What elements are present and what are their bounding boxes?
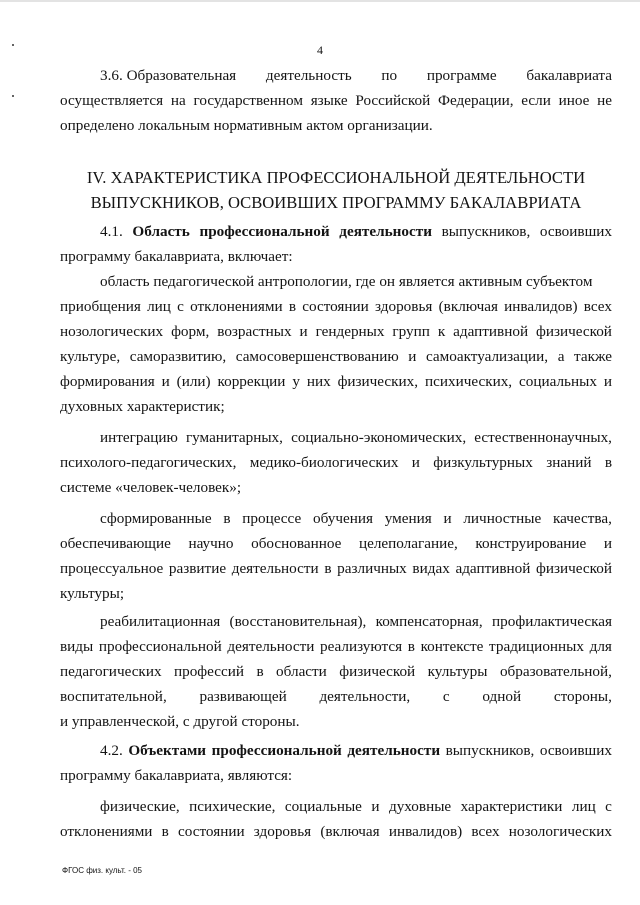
word: а [557, 348, 565, 365]
word: Российской [355, 92, 431, 109]
word: развитие [168, 560, 227, 577]
word: и [371, 798, 380, 815]
word: видах [412, 560, 450, 577]
word: профессиональной [211, 742, 342, 759]
text-line [100, 222, 612, 242]
word: научно [188, 535, 234, 552]
word: по [381, 67, 398, 84]
word: медико-биологических [249, 454, 399, 471]
word: них [306, 373, 331, 390]
text-line [100, 612, 612, 632]
word: компенсаторная, [375, 613, 483, 630]
word: языке [310, 92, 348, 109]
text-line: культуры; [60, 585, 125, 602]
word: состоянии [178, 823, 245, 840]
text-line: духовных характеристик; [60, 398, 225, 415]
word: стороны, [553, 688, 612, 705]
word: в [288, 298, 296, 315]
word: освоивших [539, 742, 612, 759]
word: не [597, 92, 612, 109]
word: деятельности [231, 560, 319, 577]
word: у [292, 373, 300, 390]
text-line [60, 372, 612, 392]
word: физических, [337, 373, 419, 390]
scan-edge [0, 0, 640, 2]
word: 4.1. [100, 223, 123, 240]
word: профессиональной [199, 223, 330, 240]
word: 3.6. Образовательная [100, 67, 237, 84]
text-line [60, 534, 612, 554]
word: лиц [571, 798, 596, 815]
word: физической [339, 663, 416, 680]
word: в [604, 454, 612, 471]
text-line [100, 741, 612, 761]
word: нозологических [508, 823, 612, 840]
word: физической [536, 560, 612, 577]
word: (включая [438, 298, 498, 315]
word: физической [536, 323, 612, 340]
word: иное [558, 92, 590, 109]
section-heading: ВЫПУСКНИКОВ, ОСВОИВШИХ ПРОГРАММУ БАКАЛАВРИАТА [90, 193, 582, 212]
word: и [299, 323, 308, 340]
text-line [60, 559, 612, 579]
text-line [100, 428, 612, 448]
word: (восстановительная), [229, 613, 367, 630]
text-line: область педагогической антропологии, где он является активным субъектом [100, 273, 593, 290]
word: коррекции [217, 373, 286, 390]
word: процессе [242, 510, 302, 527]
word: в [407, 638, 415, 655]
word: социальные [284, 798, 362, 815]
word: с [177, 298, 184, 315]
text-line [60, 91, 612, 111]
text-line [60, 453, 612, 473]
text-line [60, 297, 612, 317]
text-line: и управленческой, с другой стороны. [60, 713, 300, 730]
word: государственном [193, 92, 303, 109]
word: всех [583, 298, 612, 315]
word: Область [132, 223, 190, 240]
word: деятельности, [319, 688, 411, 705]
word: (или) [176, 373, 211, 390]
word: осуществляется [60, 92, 164, 109]
word: и [603, 373, 612, 390]
word: физкультурных [433, 454, 533, 471]
word: физические, [100, 798, 180, 815]
word: естественнонаучных, [474, 429, 612, 446]
word: гуманитарных, [185, 429, 283, 446]
word: групп [392, 323, 430, 340]
word: всех [471, 823, 500, 840]
word: культуре, [60, 348, 121, 365]
word: целеполагание, [358, 535, 458, 552]
text-line [100, 509, 612, 529]
word: культуры [427, 663, 488, 680]
word: развивающей [199, 688, 287, 705]
word: отклонениями [60, 823, 153, 840]
word: и [161, 373, 170, 390]
scan-speck [12, 44, 14, 46]
word: профилактическая [492, 613, 612, 630]
word: обучения [312, 510, 373, 527]
page-number: 4 [317, 43, 323, 57]
word: выпускников, [445, 742, 535, 759]
word: образовательной, [499, 663, 612, 680]
word: в [161, 823, 169, 840]
word: умения [384, 510, 432, 527]
word: духовные [388, 798, 452, 815]
word: выпускников, [441, 223, 531, 240]
footer-label: ФГОС физ. культ. - 05 [62, 866, 142, 875]
word: деятельность [265, 67, 352, 84]
word: адаптивной [453, 323, 529, 340]
word: различных [337, 560, 407, 577]
word: интеграцию [100, 429, 178, 446]
word: бакалавриата [526, 67, 612, 84]
word: деятельности [339, 223, 432, 240]
word: для [589, 638, 612, 655]
word: и [603, 535, 612, 552]
word: (включая [320, 823, 380, 840]
word: здоровья [375, 298, 433, 315]
word: адаптивной [455, 560, 531, 577]
word: психические, [189, 798, 276, 815]
word: Объектами [128, 742, 207, 759]
word: с [442, 688, 450, 705]
word: 4.2. [100, 742, 123, 759]
word: реализуются [320, 638, 403, 655]
word: приобщения [60, 298, 141, 315]
section-heading: IV. ХАРАКТЕРИСТИКА ПРОФЕССИОНАЛЬНОЙ ДЕЯТЕЛЬНОСТИ [86, 168, 586, 187]
word: на [170, 92, 186, 109]
word: качества, [553, 510, 612, 527]
word: освоивших [539, 223, 612, 240]
word: социально-экономических, [291, 429, 467, 446]
word: здоровья [253, 823, 312, 840]
text-line: программу бакалавриата, включает: [60, 248, 293, 265]
text-line [60, 322, 612, 342]
word: традиционных [489, 638, 584, 655]
word: если [521, 92, 551, 109]
word: в [324, 560, 332, 577]
text-line: определено локальным нормативным актом организации. [60, 117, 433, 134]
word: саморазвитию, [129, 348, 227, 365]
word: инвалидов) [388, 823, 463, 840]
word: и [411, 454, 420, 471]
word: социальных [519, 373, 597, 390]
text-line: программу бакалавриата, являются: [60, 767, 293, 784]
word: одной [482, 688, 522, 705]
word: самоактуализации, [425, 348, 549, 365]
word: знаний [546, 454, 592, 471]
word: Федерации, [437, 92, 514, 109]
word: отклонениями [190, 298, 283, 315]
word: деятельности [227, 638, 315, 655]
word: инвалидов) [504, 298, 578, 315]
text-line [60, 687, 612, 707]
word: психических, [424, 373, 513, 390]
text-line [60, 662, 612, 682]
text-line [60, 637, 612, 657]
word: также [574, 348, 612, 365]
word: нозологических [60, 323, 164, 340]
text-line: системе «человек-человек»; [60, 479, 242, 496]
word: обоснованное [251, 535, 342, 552]
word: в [223, 510, 231, 527]
word: области [276, 663, 327, 680]
word: возрастных [217, 323, 292, 340]
word: лиц [147, 298, 171, 315]
word: конструирование [475, 535, 587, 552]
word: обеспечивающие [60, 535, 171, 552]
word: деятельности [347, 742, 441, 759]
word: профессий [173, 663, 244, 680]
text-line [60, 822, 612, 842]
word: профессиональной [98, 638, 222, 655]
word: программе [426, 67, 497, 84]
word: и [408, 348, 417, 365]
word: характеристики [460, 798, 563, 815]
word: воспитательной, [60, 688, 167, 705]
word: к [437, 323, 446, 340]
word: педагогических [60, 663, 162, 680]
word: в [256, 663, 264, 680]
word: с [605, 798, 612, 815]
text-line [100, 797, 612, 817]
word: процессуальное [60, 560, 164, 577]
text-line [100, 66, 612, 86]
word: реабилитационная [100, 613, 221, 630]
text-line [60, 347, 612, 367]
word: контексте [420, 638, 484, 655]
word: состоянии [302, 298, 369, 315]
word: форм, [171, 323, 210, 340]
word: формирования [60, 373, 155, 390]
word: виды [60, 638, 94, 655]
word: и [443, 510, 452, 527]
word: гендерных [315, 323, 385, 340]
word: сформированные [100, 510, 212, 527]
scan-speck [12, 95, 14, 97]
word: самосовершенствованию [235, 348, 399, 365]
word: личностные [463, 510, 542, 527]
word: психолого-педагогических, [60, 454, 237, 471]
